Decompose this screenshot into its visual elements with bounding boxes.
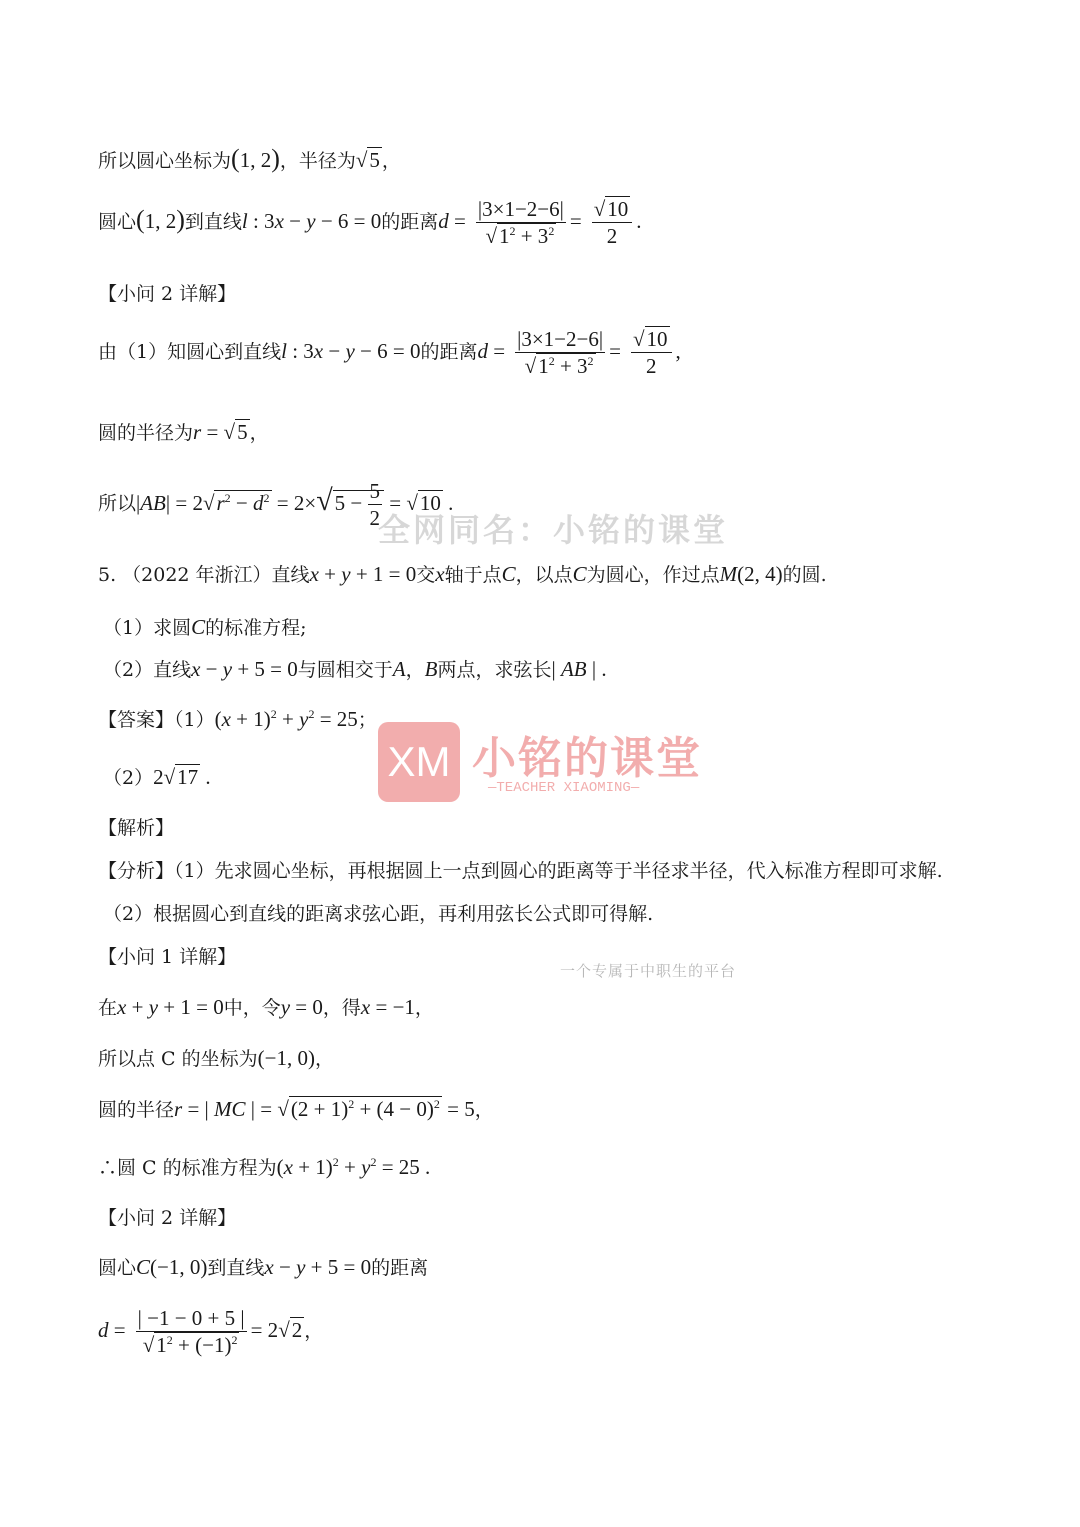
- subheading-q2-detail-b: 【小问 2 详解】: [98, 1207, 237, 1229]
- answer-line: 【答案】$(1)(x + 1)^2 + y^2 = 25$；: [98, 707, 377, 731]
- watermark-logo: [378, 722, 708, 807]
- watermark-logo-sub: —TEACHER XIAOMING—: [488, 780, 640, 796]
- answer-line-2: （2）2√ 17 .: [103, 765, 211, 790]
- watermark-logo-text: 小铭的课堂: [472, 733, 702, 784]
- solution-step-2: 所以点 C 的坐标为(−1, 0)，: [98, 1046, 334, 1070]
- analysis-part-2: （2）根据圆心到直线的距离求弦心距，再利用弦长公式即可得解.: [103, 903, 654, 925]
- analysis-part-1: 【分析】（1）先求圆心坐标，再根据圆上一点到圆心的距离等于半径求半径，代入标准方程即可求解.: [98, 860, 943, 882]
- subheading-q1-detail: 【小问 1 详解】: [98, 946, 237, 968]
- question-5: 5. （2022 年浙江）直线x + y + 1 = 0交x轴于点C，以点C为圆心，作过点M(2, 4)的圆.: [98, 562, 827, 586]
- solution-step-4: ∴圆 C 的标准方程为$(x + 1)^2 + y^2 = 25$ .: [98, 1155, 431, 1179]
- watermark-slogan: 一个专属于中职生的平台: [560, 962, 737, 980]
- solution-step-3: 圆的半径r = | MC | = √ $(2 + 1)^2 + (4 - 0)^2 = 5$，: [98, 1097, 494, 1122]
- solution-step-1: 在x + y + 1 = 0中，令y = 0，得x = −1，: [98, 995, 434, 1019]
- question-5-part-1: （1）求圆C的标准方程;: [103, 615, 307, 639]
- subheading-q2-detail: 【小问 2 详解】: [98, 283, 237, 305]
- line-distance-1: 圆心(1, 2)到直线l : 3x − y − 6 = 0的距离d = |3×1−2−6| √ $1^2 + 3^2$ = √ $\frac{10}{2}$ .: [98, 196, 642, 250]
- line-distance-2: 由（1）知圆心到直线l : 3x − y − 6 = 0的距离d = |3×1−2−6| √ $1^2 + 3^2$ = √ $\frac{10}{2}$ ,: [98, 326, 681, 380]
- watermark-tagline: 全网同名：小铭的课堂: [378, 511, 729, 549]
- solution-step-6: d = | −1 − 0 + 5 | √ $1^2 + (-1)^2$ = 2√ 2 ，: [98, 1305, 323, 1359]
- line-center-radius: 所以圆心坐标为(1, 2)，半径为√ 5 ，: [98, 143, 401, 174]
- line-chord-length: 所以|AB| = 2√ $r^2 - d^2 = 2\times√$ 5 − $\frac{5}{2}$ = √ 10 .: [98, 478, 453, 532]
- watermark-logo-mark: XM: [378, 722, 460, 802]
- line-radius: 圆的半径为r = √ 5 ，: [98, 420, 269, 445]
- solution-step-5: 圆心C(−1, 0)到直线x − y + 5 = 0的距离: [98, 1255, 429, 1279]
- question-5-part-2: （2）直线x − y + 5 = 0与圆相交于A，B两点，求弦长| AB | .: [103, 657, 607, 681]
- analysis-heading: 【解析】: [98, 817, 175, 839]
